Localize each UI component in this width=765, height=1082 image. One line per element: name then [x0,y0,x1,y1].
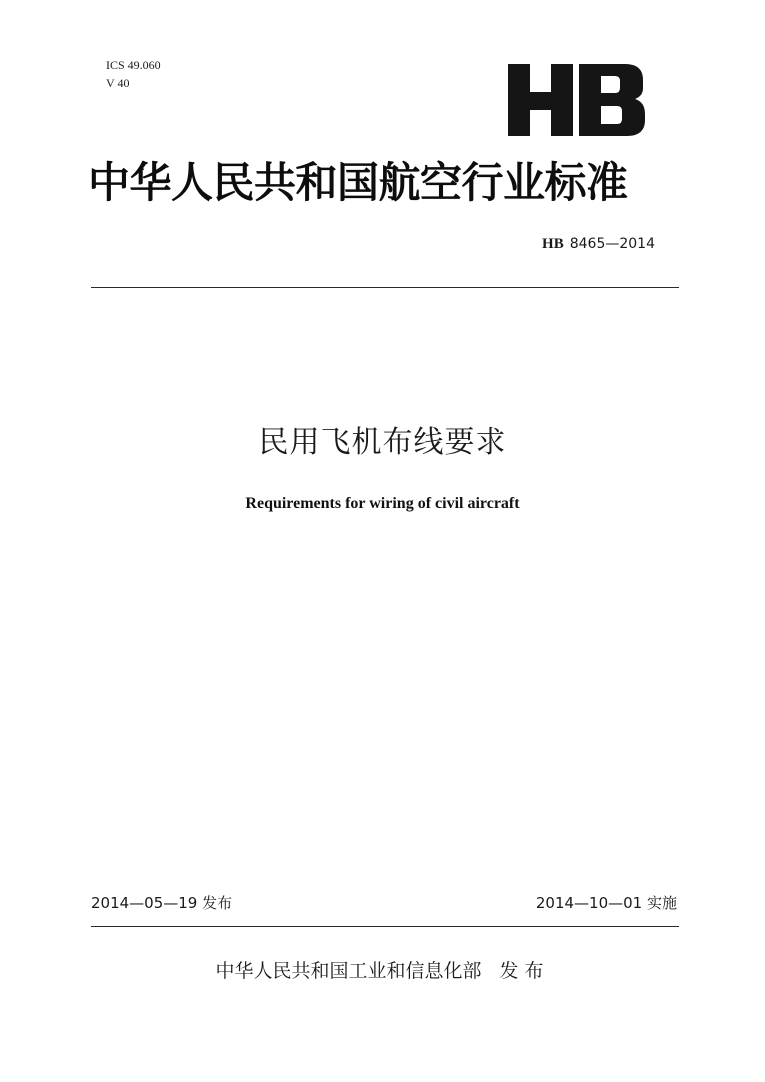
standard-number [542,234,655,253]
standard-category-title: 中华人民共和国航空行业标准 [88,158,628,207]
hb-logo [507,62,647,138]
issuer-name: 中华人民共和国工业和信息化部 [215,960,482,982]
issuer-action: 发布 [499,960,550,982]
header-divider [91,287,679,288]
footer-divider [91,926,679,927]
ccs-code: V 40 [106,76,130,90]
hb-logo-h-right [551,64,573,136]
hb-logo-b [579,64,645,136]
standard-number-value: 8465—2014 [569,236,655,252]
document-title-english: Requirements for wiring of civil aircraft [245,495,520,512]
hb-logo-letters [508,64,645,136]
ics-code: ICS 49.060 [106,58,161,72]
document-title-chinese: 民用飞机布线要求 [258,425,507,460]
hb-logo-h-left [508,64,530,136]
issuing-authority [0,959,765,983]
implementation-date: 2014—10—01 实施 [535,894,677,912]
standard-number-prefix: HB [542,236,564,252]
issue-date: 2014—05—19 发布 [91,894,233,912]
hb-logo-h-bar [527,92,555,110]
